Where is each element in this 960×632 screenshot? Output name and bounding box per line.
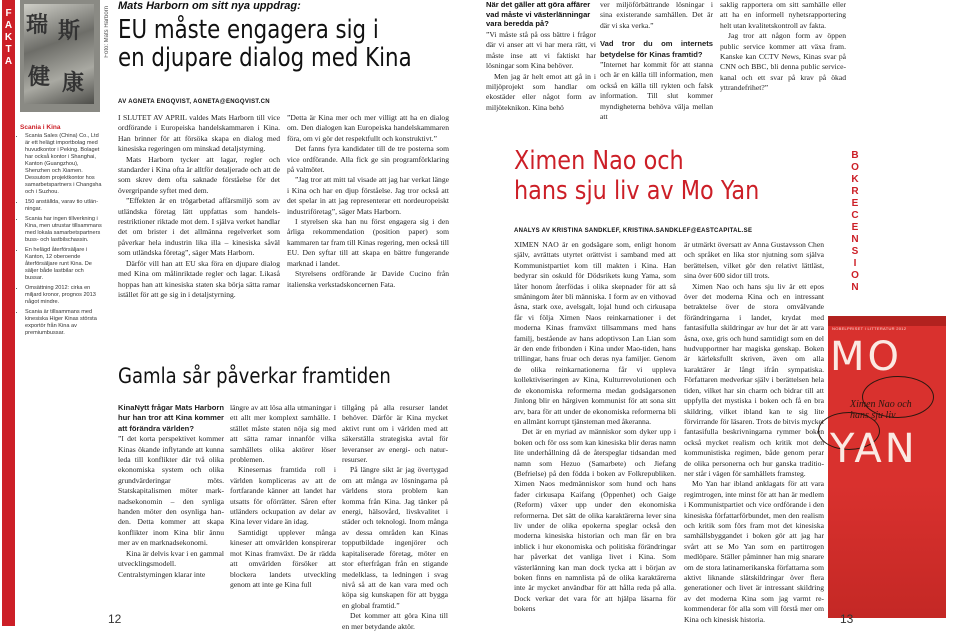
paragraph: ”Vi måste stå på oss bättre i frågor där vi anser att vi har mera rätt, vi måste inse att vi faktiskt har lösningar som Kina behöver. [486,30,596,71]
tab-letter: E [851,198,859,209]
page-number-right: 13 [840,612,854,626]
article-kicker: Mats Harborn om sitt nya uppdrag: [118,0,301,12]
article2-headline: Gamla sår påverkar framtiden [118,364,391,388]
paragraph: Men jag är helt emot att gå in i miljöprojekt som handlar om ekostäder eller något form av miljöteknikon. Kina behö [486,71,596,112]
tab-letter: R [851,186,859,197]
paragraph: är utmärkt översatt av Anna Gustavsson Chen och språket en lika stor njutning som själva berättelsen, vilket gör den relativt lättläst, sina över 600 sidor till trots. [684,240,824,281]
fakta-tab-letter: T [5,44,12,55]
tab-letter: I [853,258,857,269]
paragraph: Kinesernas framtida roll i världen kompliceras av att de fortfarande känner att landet har utsatts för oförrätter. Såren efter utländers ockupation av delar av Kina lever vidare än idag. [230,465,336,527]
review-column [514,240,676,612]
review-headline: Ximen Nao och hans sju liv av Mo Yan [514,146,760,206]
list-item: • Omsättning 2012: cirka en miljard kronor, prognos 2013 något mindre. [25,285,102,306]
tab-letter: E [851,222,859,233]
article2-column [342,403,448,631]
paragraph: Det fanns fyra kandidater till de tre posterna som vice ordförande. Alla fick ge sin programförklaring på valmötet. [287,144,449,175]
cover-subtitle: Ximen Nao och hans sju liv [850,399,912,421]
article-column [118,113,280,335]
cover-title-yan: YAN [830,426,918,472]
list-item: • 150 anställda, varav tio utlänningar. [25,199,102,213]
article2-column [118,403,224,609]
tab-letter: C [851,210,859,221]
fakta-tab-letter: F [5,8,12,19]
paragraph: ”Internet har kommit för att stanna och är en källa till information, men också en källa till rykten och falsk information. Till slut kommer myndigheterna behöva välja mellan att [600,60,713,122]
paragraph: Därför vill han att EU ska föra en djupare dialog med Kina om målinriktade regler och lagar. Likaså hoppas han att kinesiska staten ska börja sätta ramar istället för att ge sig in i detaljstyrning. [118,258,280,299]
paragraph: Det är en myriad av människor som dyker upp i boken och för oss som kan kinesiska blir deras namn lite underhållning då de återspeglar tidsandan med namn som Hezuo (Samarbete) och Jiefang (Befrielse) på den födda i boken av Folkrepubliken. Ximen Naos medmänniskor som hund och hans fader cirkusapa Kaifang (Öppenhet) och Gaige (Reform) växer upp under den ekonomiska reformerna. Det sätt de olika karaktärerna lever sina liv under de olika epokerna speglar också den moderna kinesiska historian och man får en bra inblick i hur ekonomiska och politiska förändringar har påverkat det vanliga livet i Kina. Som västerlänning kan man dock tycka att i början av boken finns en namnlista på de olika karaktärerna inte är mycket användbar för att hålla reda på alla. Dock verkar det vara för att hjälpa läsarna för bokens [514,427,676,614]
tab-letter: K [851,174,859,185]
paragraph: ”Jag tror att mitt tal visade att jag har verkat länge i Kina och har en djup förståelse. Jag tror också att det spelar in att jag representerar ett nordeuropeiskt industriföretag”, säger Mats Harborn. [287,175,449,216]
paragraph: Ximen Nao och hans sju liv är ett epos över det moderna Kina och en intressant betraktelse över de stora omvälvande förändringarna i landet, krydat med fantasifulla skildringar av hur det är att vara åsna, oxe, gris och hund samtidigt som en del hudvupportner har magiska genskap. Boken är kärleksfullt skriven, även om alla karaktärer är långt ifrån sympatiska. Författaren medverkar själv i berättelsen hela tiden, vilket har sin charm och bidrar till att uppfylla det mystiska i boken och få en bra skildring, vilket ibland kan te sig lite förvirrande för läsaren. Trots de bitvis mycket fantasifulla beskrivningarna rymmer boken också mycket realism och kritik mot den kommunistiska regimen, både genom perar de olika personerna och hur ganska traditioner står i vägen för samhällets framsteg. [684,281,824,478]
article-headline: EU måste engagera sig i en djupare dialog med Kina [118,15,412,73]
tab-letter: O [851,270,859,281]
paragraph: Styrelsens ordförande är Davide Cucino från italienska verkstadskoncernen Fata. [287,269,449,289]
paragraph: saklig rapportera om sitt samhälle eller att ha en informell nyhetsrapportering helt utan kvalitetskontroll av fakta. [720,0,846,30]
paragraph: ver miljöförbättrande lösningar i sina existerande samhällen. Det är där vi ska verka.” [600,0,713,30]
paragraph: I SLUTET AV APRIL valdes Mats Harborn till vice ordförande i Europeiska handelskammaren i Kina. Han brinner för att försöka skapa en dialog med kinesiska regeringen om minskad detaljstyrning. [118,113,280,154]
paragraph: I styrelsen ska han nu först engagera sig i den årliga rekommendation (position paper) som kammaren tar fram till Kinas regering, men också till EU. Den syftar till att skapa en bättre fungerande marknad i landet. [287,217,449,268]
interview-column [486,30,596,130]
paragraph: tillgång på alla resurser landet behöver. Därför är Kina mycket aktivt runt om i världen med att säkerställa strategiska avtal för leveranser av energi- och naturresurser. [342,403,448,465]
interview-question-2: Vad tror du om internets betydelse för Kinas framtid? [600,39,713,59]
book-cover-image [828,316,946,618]
article-byline: AV AGNETA ENGQVIST, AGNETA@ENGQVIST.CN [118,99,270,105]
page-number-left: 12 [108,612,122,626]
mats-harborn-photo: 瑞 斯 健 康 [20,0,100,112]
article2-column [230,403,336,609]
tab-letter: N [851,234,859,245]
paragraph: Mo Yan har ibland anklagats för att vara regimtrogen, inte minst för att han är medlem i Kommunistpartiet och vice ordförande i den kinesiska författarförbundet, men den realism och kritik som förs fram mot det kinesiska samhällsbyggandet i boken gör att jag har svårt att se Mo Yan som en partitrogen medlöpare. Ställer påminner han mig snarare om de stora latinamerikanska författarna som aktivt liknande slätskildringar över flera generationer och livet är intressant skildring av det moderna Kina som jag varmt rekommenderar för alla som vill förstå mer om Kina och kinesisk historia. [684,479,824,624]
paragraph: längre av att lösa alla utmaningar i ett allt mer komplext samhälle. I stället måste staten nöja sig med att sätta ramar innanför vilka samhällets olika aktörer löser problemen. [230,403,336,465]
review-byline: ANALYS AV KRISTINA SANDKLEF, KRISTINA.SANDKLEF@EASTCAPITAL.SE [514,228,753,234]
bokrecension-tab [848,150,862,298]
tab-letter: S [851,246,859,257]
scania-facts-box [20,124,102,340]
cover-top-text: NOBELPRISET I LITTERATUR 2012 [832,326,907,331]
paragraph: ”Effekten är en trögarbetad affärsmiljö som av utländska företag lätt uppfattas som handelsrestriktioner riktade mot dem. I själva verket handlar det om brister i det allmänna regelverket som påverkar hela industrin lika illa – kinesiska såväl som utländska företag”, säger Mats Harborn. [118,196,280,258]
paragraph: ”I det korta perspektivet kommer Kinas ökande inflytande att kunna leda till konflikter där två olika ekonomiska system och olika grundvärderingar möts. Statskapitalismen möter marknadsekonomin – den synliga handen möter den osynliga handen. Detta kommer att skapa konflikter inom Kina blir ännu mer av en marknadsekonomi. [118,434,224,548]
paragraph: Det kommer att göra Kina till en mer betydande aktör. [342,611,448,631]
paragraph: På längre sikt är jag övertygad om att många av lösningarna på världens stora problem kan komma från Kina. Jag tänker på energi, hälsovård, livskvalitet i städer och teknologi. Inom många av dessa områden kan Kinas topputbildade ingenjörer och kapitaliserade företag, möter en stor efterfrågan från en stigande medelklass, ta ledningen i svag nivå så att de kan vara med och köpa sig kunskapen för att bygga en global framtid.” [342,465,448,610]
tab-letter: O [851,162,859,173]
list-item: • En helägd återförsäljare i Kanton, 12 oberoende återförsäljare runt Kina. De säljer både lastbilar och bussar. [25,247,102,282]
facts-title: Scania i Kina [20,124,61,131]
paragraph: XIMEN NAO är en godsägare som, enligt honom själv, avrättats utyrtet orättvist i samband med att Kommunistpartiet kom till makten i Kina. Han bedyrar sin oskuld för Dödsrikets kung Yama, som låter honom återfödas i olika skepnader för att så småningom åter bli människa. I form av en vithovad åsna, stark oxe, avelsgalt, lojal hund och cirkusapa får vi följa Ximen Naos reinkarnationer i det moderna Kinas framväxt tillsammans med hans familj, bestående av hans adoptivson Lan Lian som är den ende fribonden i Kina under Mao-tiden, hans trillingar, hans fruar och deras nya familjer. Genom de olika reinkarnationerna får vi uppleva kollektiviseringen av Kina, Kulturrevolutionen och de ekonomiska reformerna medan godsägarsonen Jinlong blir en härgiven kommunist för att sona sitt arv, bara för att under de ekonomiska reformerna bli en allmänt korrupt tjänsteman med åkeranna. [514,240,676,426]
tab-letter: B [851,150,859,161]
interview-column [600,0,713,130]
facts-list [20,133,102,337]
paragraph: ”Detta är Kina mer och mer villigt att ha en dialog om. Den dialogen kan Europeiska handelskammaren föra, om vi gör det respektfullt och konstruktivt.” [287,113,449,143]
list-item: • Scania är tillsammans med kinesiska Higer Kinas största exportör från Kina av premiumbussar. [25,309,102,337]
tab-letter: N [851,282,859,293]
fakta-tab-letter: A [4,56,13,67]
paragraph: Samtidigt upplever många kineser att omvärlden konspirerar mot Kinas framväxt. De är rädda att omvärlden försöker att blockera landets utveckling genom att inte ge Kina full [230,527,336,589]
list-item: • Scania har ingen tillverkning i Kina, men utrustar tillsammans med lokala samarbetspartners buss- och lastbilschassin. [25,216,102,244]
review-column [684,240,824,624]
cover-title-mo: MO [830,334,902,380]
fakta-tab [2,0,15,626]
interview-question: När det gäller att göra affärer vad måste vi västerlänningar vara beredda på? [486,0,591,28]
fakta-tab-letter: K [4,32,13,43]
paragraph: Kina är delvis kvar i en gammal utvecklingsmodell. Centralstyrningen klarar inte [118,548,224,579]
fakta-tab-letter: A [4,20,13,31]
paragraph: Mats Harborn tycker att lagar, regler och standarder i Kina ofta är alltför detaljerade och att de som skrev dem ofta saknade förståelse för det övergripande syftet med dem. [118,154,280,195]
interview-column [720,0,846,130]
article-column [287,113,449,335]
question: KinaNytt frågar Mats Harborn hur han tror att Kina kommer att förändra världen? [118,403,224,433]
paragraph: Jag tror att någon form av öppen public service kommer att växa fram. Kanske kan CCTV News, Kinas svar på CNN och BBC, bli denna public service-kanal och ett svar på krav på ökad yttrandefrihet?” [720,31,846,93]
list-item: • Scania Sales (China) Co., Ltd är ett helägt importbolag med huvudkontor i Peking. Bolaget har också kontor i Shanghai, Kanton (Guangzhou), Shenzhen och Xiamen. Dessutom projektkontor hos samarbetspartners i Changsha och i Suzhou. [25,133,102,196]
photo-credit: Foto: Mats Harborn [104,6,110,58]
